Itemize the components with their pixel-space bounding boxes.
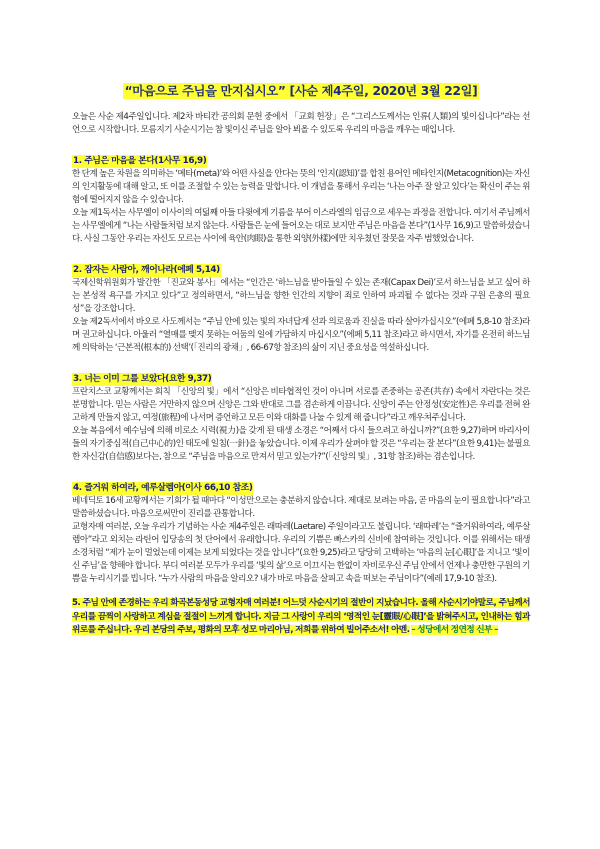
- section-paragraph: 프란치스코 교황께서는 회칙 「신앙의 빛」에서 “신앙은 비타협적인 것이 아니며 서로를 존중하는 공존(共存) 속에서 자란다는 것은 분명합니다. 믿는 사람은 거만하지 않으며 신앙은 그와 반대로 그를 겸손하게 이끕니다. 신앙이 주는 안정성(安定性)은 우리를 전혀 완고하게 만들지 않고, 여정(旅程)에 나서며 증언하고 모든 이와 대화를 나눌 수 있게 해 줍니다”라고 깨우쳐주십니다.: [72, 387, 530, 423]
- section-paragraph: 교형자매 여러분, 오늘 우리가 기념하는 사순 제4주일은 래따레(Laetare) 주일이라고도 불립니다. ‘래따레’는 “즐거워하여라, 예루살렘아”라고 외치는 라틴어 입당송의 첫 단어에서 유래합니다. 우리의 기쁨은 빠스카의 신비에 참여하는 것입니다. 이를 위해서는 태생소경처럼 “제가 눈이 멀었는데 이제는 보게 되었다는 것을 압니다”(요한 9,25)라고 당당히 고백하는 ‘마음의 눈[心眼]’을 지니고 ‘빛이신 주님’을 향해야 합니다. 부디 여러분 모두가 우리를 ‘빛의 삶’으로 이끄시는 한없이 자비로우신 주님 안에서 언제나 충만한 구원의 기쁨을 누리시기를 빕니다. “누가 사람의 마음을 알리오? 내가 바로 마음을 살피고 속을 떠보는 주님이다”(예레 17,9-10 참조).: [72, 522, 530, 584]
- section-paragraph: 오늘 복음에서 예수님에 의해 비로소 시력(視力)을 갖게 된 태생 소경은 “어째서 다시 들으려고 하십니까?”(요한 9,27)하며 바리사이들의 자기중심적(自己中心的)인 태도에 일침(一針)을 놓았습니다. 이제 우리가 살펴야 할 것은 “우리는 잘 본다”(요한 9,41)는 불필요한 자신감(自信感)보다는, 참으로 “주님을 마음으로 만져서 믿고 있는가?”(「신앙의 빛」, 31항 참조)하는 겸손입니다.: [72, 426, 530, 462]
- section-heading: 3. 너는 이미 그를 보았다(요한 9,37): [73, 374, 212, 384]
- homily-title: “마음으로 주님을 만지십시오” [사순 제4주일, 2020년 3월 22일]: [124, 84, 478, 98]
- intro-block: [72, 111, 530, 137]
- closing-block: [72, 597, 530, 638]
- closing-paragraph: 5. 주님 안에 존경하는 우리 화곡본동성당 교형자매 여러분! 어느덧 사순시기의 절반이 지났습니다. 올해 사순시기야말로, 주님께서 우리를 끔찍이 사랑하고 계심을 절절이 느끼게 합니다. 지금 그 사랑이 우리의 ‘영적인 눈[靈眼/心眼]’을 밝혀주시고, 인내하는 힘과 위로를 주십니다. 우리 본당의 주보, 평화의 모후 성모 마리아님, 저희를 위하여 빌어주소서! 아멘.: [72, 598, 530, 635]
- section-heading: 2. 잠자는 사람아, 깨어나라(에페 5,14): [73, 265, 220, 275]
- section-heading: 4. 즐거워 하여라, 예루살렘아(이사 66,10 참조): [73, 483, 253, 493]
- section-paragraph: 오늘 제2독서에서 바오로 사도께서는 “주님 안에 있는 빛의 자녀답게 선과 의로움과 진실을 따라 살아가십시오”(에페 5,8-10 참조)라며 권고하십니다. 아울러 “열매를 맺지 못하는 어둠의 일에 가담하지 마십시오”(에페 5,11 참조)라고 하시면서, 자기를 온전히 하느님께 의탁하는 ‘근본적(根本的) 선택’(「진리의 광채」, 66-67항 참조)의 삶이 지닌 중요성을 역설하십니다.: [72, 317, 530, 353]
- intro-paragraph: 오늘은 사순 제4주일입니다. 제2차 바티칸 공의회 문헌 중에서 「교회 헌장」은 “그리스도께서는 인류(人類)의 빛이십니다”라는 선언으로 시작합니다. 모름지기 사순시기는 참 빛이신 주님을 알아 뵈올 수 있도록 우리의 마음을 깨우는 때입니다.: [72, 112, 530, 135]
- homily-title-block: [72, 80, 530, 99]
- section-1: [72, 148, 530, 246]
- section-2: [72, 257, 530, 355]
- section-paragraph: 베네딕토 16세 교황께서는 기회가 될 때마다 “이성만으로는 충분하지 않습니다. 제대로 보려는 마음, 곧 마음의 눈이 필요합니다”라고 말씀하셨습니다. 마음으로써만이 진리를 관통합니다.: [72, 496, 530, 519]
- section-3: [72, 366, 530, 464]
- section-paragraph: 국제신학위원회가 발간한 「진교와 봉사」에서는 “인간은 ‘하느님을 받아들일 수 있는 존재(Capax Dei)’로서 하느님을 보고 싶어 하는 본성적 욕구를 가지고 있다”고 정의하면서, “하느님을 향한 인간의 지향이 죄로 인하여 파괴될 수 없다는 것과 구원 은총의 필요성”을 강조합니다.: [72, 278, 530, 314]
- section-paragraph: 한 단계 높은 차원을 의미하는 ‘메타(meta)’와 어떤 사실을 안다는 뜻의 ‘인지(認知)’를 합친 용어인 메타인지(Metacognition)는 자신의 인지활동에 대해 알고, 또 이를 조절할 수 있는 능력을 말합니다. 이 개념을 통해서 우리는 ‘나는 아주 잘 알고 있다’는 확신이 주는 위험에 떨어지지 않을 수 있습니다.: [72, 169, 530, 205]
- section-heading: 1. 주님은 마음을 본다(1사무 16,9): [73, 156, 207, 166]
- homily-page: [72, 80, 530, 638]
- signature: – 성당에서 정연정 신부 –: [411, 625, 498, 635]
- section-paragraph: 오늘 제1독서는 사무엘이 이사이의 여덟째 아들 다윗에게 기름을 부어 이스라엘의 임금으로 세우는 과정을 전합니다. 여기서 주님께서는 사무엘에게 “나는 사람들처럼 보지 않는다. 사람들은 눈에 들어오는 대로 보지만 주님은 마음을 본다”(1사무 16,9)고 말씀하셨습니다. 사실 그동안 우리는 자신도 모르는 사이에 육안(肉眼)을 통한 외양(外樣)에만 치우쳤던 잘못을 자주 범했었습니다.: [72, 208, 531, 244]
- section-4: [72, 475, 530, 586]
